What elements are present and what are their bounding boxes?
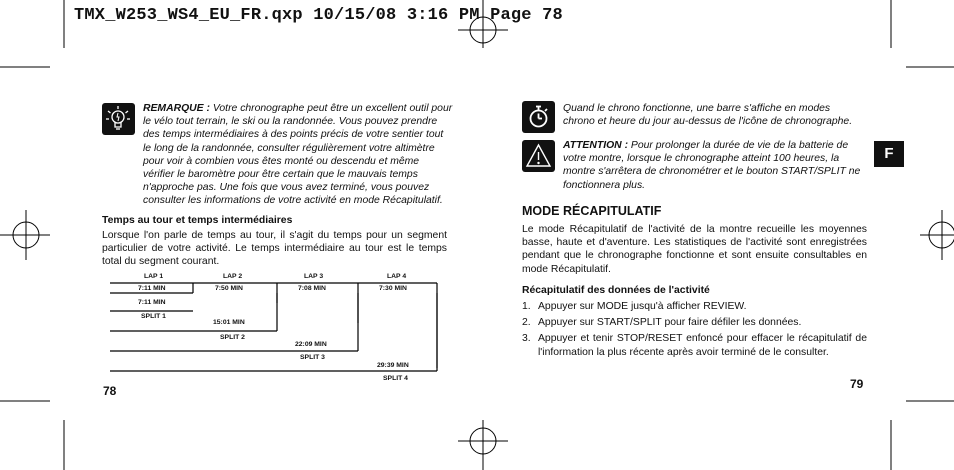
split-time: 22:09 MIN — [295, 341, 327, 348]
list-item — [522, 316, 867, 329]
note-block — [143, 102, 453, 208]
warning-icon — [522, 140, 555, 172]
subheading: Récapitulatif des données de l'activité — [522, 285, 710, 296]
warning-line: montre s'arrêtera de chronométrer et le bouton START/SPLIT ne — [563, 166, 861, 178]
chrono-line: Quand le chrono fonctionne, une barre s'affiche en modes — [563, 103, 831, 114]
section-heading: MODE RÉCAPITULATIF — [522, 204, 662, 218]
list-item — [522, 300, 867, 313]
paragraph-line: Le mode Récapitulatif de l'activité de la montre recueille les moyennes — [522, 224, 867, 235]
section-heading: Temps au tour et temps intermédiaires — [102, 215, 293, 226]
step-text: Appuyer et tenir STOP/RESET enfoncé pour effacer le récapitulatif de — [538, 333, 867, 345]
split-label: SPLIT 4 — [383, 375, 408, 382]
note-line: n'approche pas. Une fois que vous avez terminé, vous pouvez — [143, 182, 430, 194]
registration-mark — [920, 210, 954, 260]
warning-block — [563, 139, 873, 192]
split-time: 29:39 MIN — [377, 362, 409, 369]
lap-time: 7:11 MIN — [138, 299, 166, 306]
lap-time: 7:50 MIN — [215, 285, 243, 292]
step-text: l'information la plus récente après avoir terminé de le consulter. — [538, 346, 829, 358]
step-text: Appuyer sur MODE jusqu'à afficher REVIEW. — [538, 301, 747, 312]
lightbulb-icon — [102, 103, 135, 135]
note-line: le vélo tout terrain, le ski ou la randonnée. Vous pouvez prendre — [143, 116, 438, 128]
paragraph-line: basse, haute et d'aventure. Les statistiques de l'activité sont enregistrées — [522, 237, 867, 249]
lap-time: 7:08 MIN — [298, 285, 326, 292]
warning-line: Pour prolonger la durée de vie de la batterie de — [628, 140, 849, 151]
note-line: le long de la randonnée, consulter régulièrement votre altimètre — [143, 142, 435, 154]
split-label: SPLIT 3 — [300, 354, 325, 361]
lap-label: LAP 4 — [387, 273, 407, 280]
steps-list — [522, 300, 867, 359]
page-number: 79 — [850, 377, 864, 391]
lap-time: 7:11 MIN — [138, 285, 166, 292]
split-time: 15:01 MIN — [213, 319, 245, 326]
language-tab: F — [874, 141, 904, 167]
paragraph-line: mode Récapitulatif. — [522, 263, 611, 275]
paragraph-line: pendant que le chronographe fonctionne et sont ensuite consultables en — [522, 250, 867, 262]
step-number: 2. — [522, 317, 531, 329]
paragraph-line: total du segment courant. — [102, 256, 220, 268]
note-line: des temps intermédiaires à des points précis de votre sentier tout — [143, 129, 444, 141]
paragraph-line: Lorsque l'on parle de temps au tour, il s'agit du temps pour un segment — [102, 230, 447, 241]
note-line: vérifier le baromètre pour être certain que le mauvais temps — [143, 169, 418, 181]
print-slug: TMX_W253_WS4_EU_FR.qxp 10/15/08 3:16 PM Page 78 — [74, 6, 563, 25]
step-text: Appuyer sur START/SPLIT pour faire défiler les données. — [538, 317, 802, 329]
chrono-line: chrono et heure du jour au-dessus de l'icône de chronographe. — [563, 116, 853, 128]
split-label: SPLIT 2 — [220, 334, 245, 341]
chrono-note — [563, 102, 873, 128]
note-line: consulter les informations de votre activité en mode Récapitulatif. — [143, 195, 443, 207]
step-number: 1. — [522, 301, 531, 312]
lap-time: 7:30 MIN — [379, 285, 407, 292]
warning-line: votre montre, lorsque le chronographe atteint 100 heures, la — [563, 153, 840, 165]
paragraph-line: particulier de votre activité. Le temps intermédiaire au tour est le temps — [102, 243, 447, 255]
page-number: 78 — [103, 384, 117, 398]
lap-split-diagram — [108, 271, 448, 389]
lap-label: LAP 3 — [304, 273, 324, 280]
note-line: Votre chronographe peut être un excellent outil pour — [209, 103, 453, 114]
list-item — [522, 332, 867, 358]
registration-mark — [0, 210, 50, 260]
lap-label: LAP 2 — [223, 273, 243, 280]
body-paragraph — [522, 223, 867, 276]
step-number: 3. — [522, 333, 531, 345]
registration-mark — [458, 420, 508, 470]
stopwatch-icon — [522, 101, 555, 133]
note-line: pour voir à combien vous êtes monté ou descendu et même — [143, 155, 420, 167]
note-label: REMARQUE : — [143, 103, 210, 114]
split-label: SPLIT 1 — [141, 313, 166, 320]
body-paragraph — [102, 229, 447, 269]
warning-label: ATTENTION : — [563, 140, 629, 151]
lap-label: LAP 1 — [144, 273, 164, 280]
warning-line: fonctionnera plus. — [563, 179, 646, 191]
